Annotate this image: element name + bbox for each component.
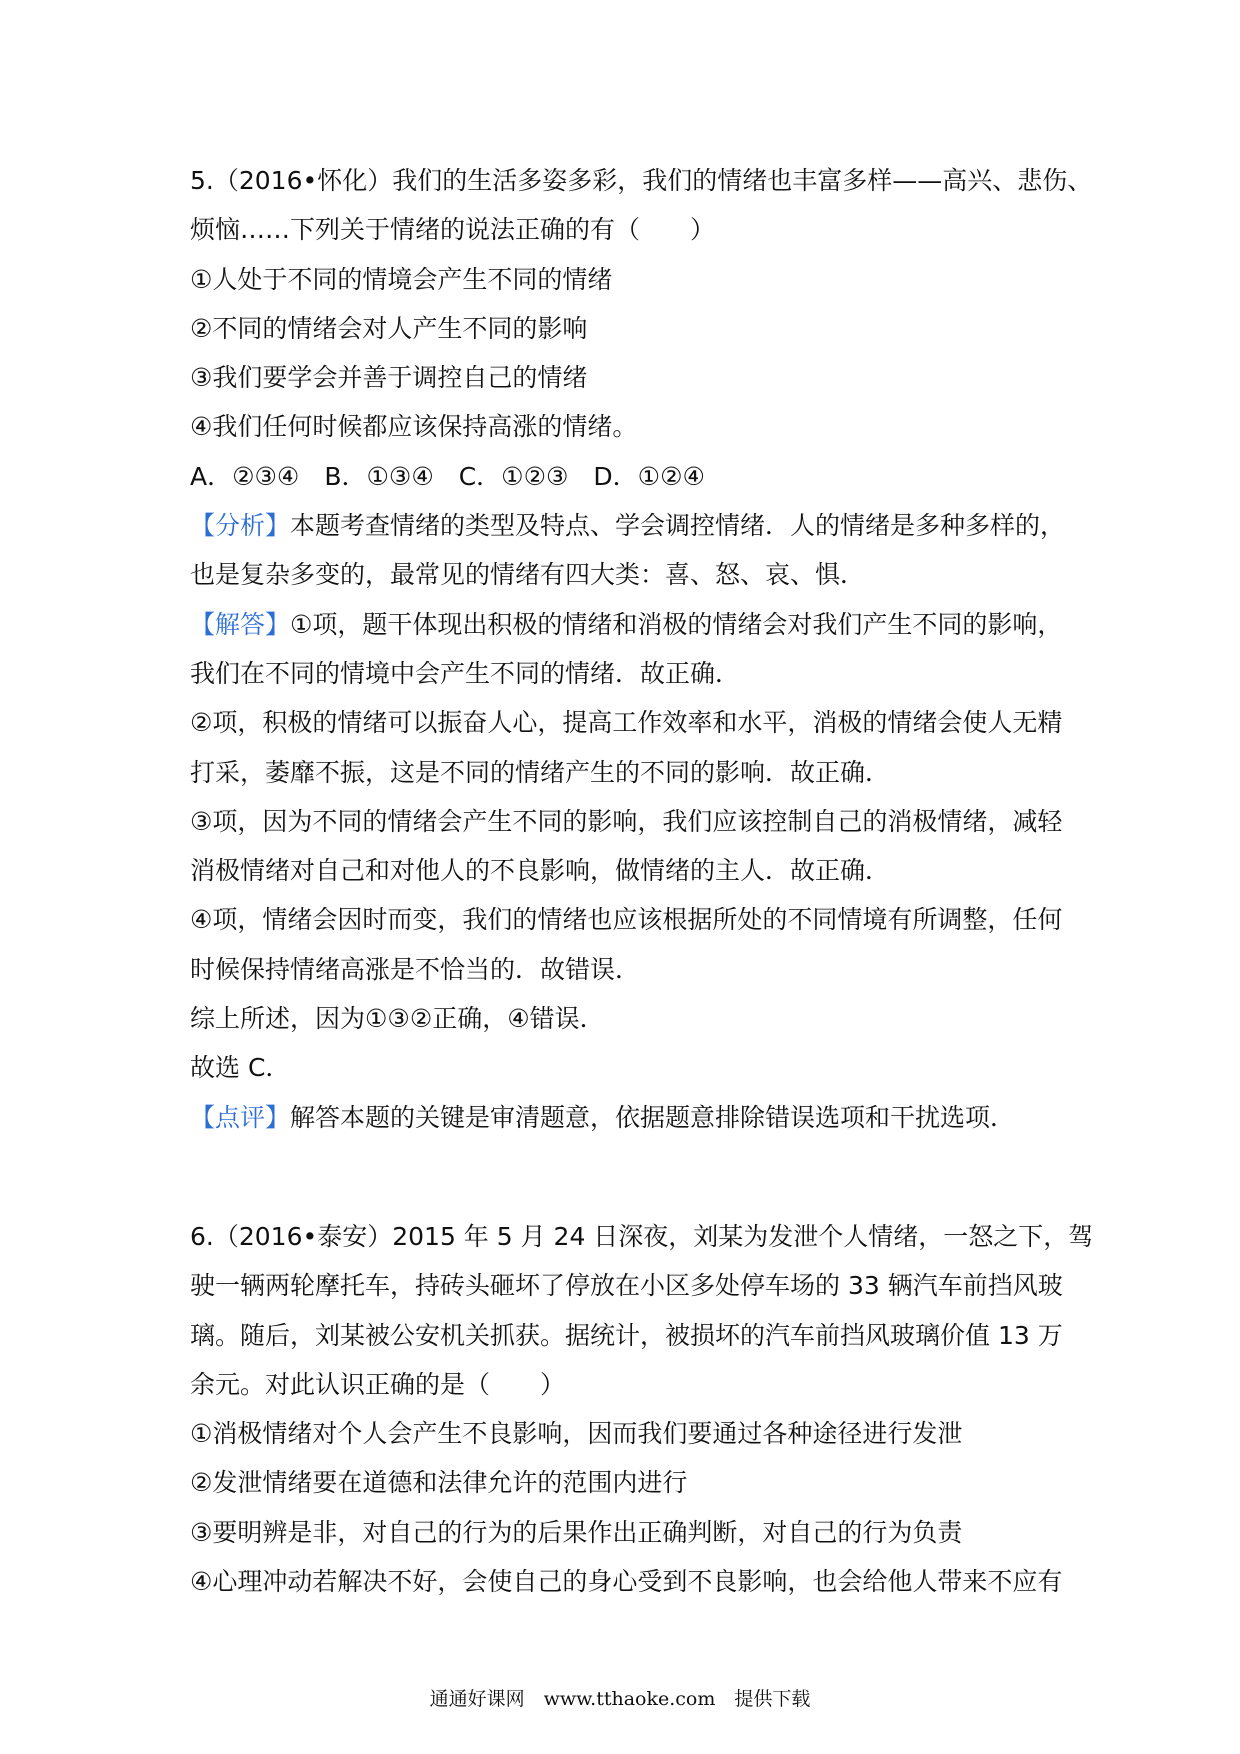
question-5-option-2: ②不同的情绪会对人产生不同的影响	[190, 313, 588, 343]
question-spacer	[190, 1142, 1070, 1212]
analysis-line-1	[190, 501, 1070, 550]
comment-text: 解答本题的关键是审清题意，依据题意排除错误选项和干扰选项．	[290, 1102, 1016, 1132]
question-6-stem-line-2: 驶一辆两轮摩托车，持砖头砸坏了停放在小区多处停车场的 33 辆汽车前挡风玻	[190, 1271, 1063, 1301]
comment-line	[190, 1093, 1070, 1142]
answer-line-6: 消极情绪对自己和对他人的不良影响，做情绪的主人．故正确．	[190, 856, 891, 886]
answer-line-5: ③项，因为不同的情绪会产生不同的影响，我们应该控制自己的消极情绪，减轻	[190, 806, 1063, 836]
page-content	[190, 156, 1094, 1606]
question-6-stem-line-4: 余元。对此认识正确的是（ ）	[190, 1369, 566, 1399]
question-6-option-3: ③要明辨是非，对自己的行为的后果作出正确判断，对自己的行为负责	[190, 1517, 963, 1547]
answer-line-7: ④项，情绪会因时而变，我们的情绪也应该根据所处的不同情境有所调整，任何	[190, 905, 1063, 935]
answer-choice: 故选 C．	[190, 1053, 291, 1083]
question-6-option-1: ①消极情绪对个人会产生不良影响，因而我们要通过各种途径进行发泄	[190, 1419, 963, 1449]
question-6-stem-line-3: 璃。随后，刘某被公安机关抓获。据统计，被损坏的汽车前挡风玻璃价值 13 万	[190, 1320, 1063, 1350]
answer-line-2: 我们在不同的情境中会产生不同的情绪．故正确．	[190, 658, 741, 688]
analysis-tag: 【分析】	[190, 511, 291, 541]
answer-tag: 【解答】	[190, 609, 291, 639]
question-5-stem-line-2: 烦恼……下列关于情绪的说法正确的有（ ）	[190, 215, 716, 245]
question-6	[190, 1212, 1094, 1606]
question-5	[190, 156, 1093, 1142]
answer-summary: 综上所述，因为①③②正确，④错误．	[190, 1004, 605, 1034]
answer-line-8: 时候保持情绪高涨是不恰当的．故错误．	[190, 954, 641, 984]
question-5-stem-line-1: 5.（2016•怀化）我们的生活多姿多彩，我们的情绪也丰富多样——高兴、悲伤、	[190, 166, 1093, 195]
question-6-stem-line-1: 6.（2016•泰安）2015 年 5 月 24 日深夜，刘某为发泄个人情绪，一怒之下，驾	[190, 1221, 1094, 1251]
page-footer: 通通好课网 www.tthaoke.com 提供下载	[429, 1688, 811, 1710]
answer-text-1: ①项，题干体现出积极的情绪和消极的情绪会对我们产生不同的影响，	[290, 609, 1063, 639]
analysis-text-1: 本题考查情绪的类型及特点、学会调控情绪．人的情绪是多种多样的，	[290, 511, 1066, 541]
question-5-choices: A．②③④ B．①③④ C．①②③ D．①②④	[190, 461, 705, 491]
question-6-option-2: ②发泄情绪要在道德和法律允许的范围内进行	[190, 1468, 688, 1498]
question-5-option-3: ③我们要学会并善于调控自己的情绪	[190, 363, 588, 393]
question-5-option-1: ①人处于不同的情境会产生不同的情绪	[190, 264, 613, 294]
answer-line-4: 打采，萎靡不振，这是不同的情绪产生的不同的影响．故正确．	[190, 757, 891, 787]
comment-tag: 【点评】	[190, 1102, 291, 1132]
question-5-option-4: ④我们任何时候都应该保持高涨的情绪。	[190, 412, 638, 442]
analysis-line-2: 也是复杂多变的，最常见的情绪有四大类：喜、怒、哀、惧．	[190, 560, 866, 590]
answer-line-1	[190, 600, 1070, 649]
answer-line-3: ②项，积极的情绪可以振奋人心，提高工作效率和水平，消极的情绪会使人无精	[190, 708, 1063, 738]
question-6-option-4: ④心理冲动若解决不好，会使自己的身心受到不良影响，也会给他人带来不应有	[190, 1567, 1063, 1597]
